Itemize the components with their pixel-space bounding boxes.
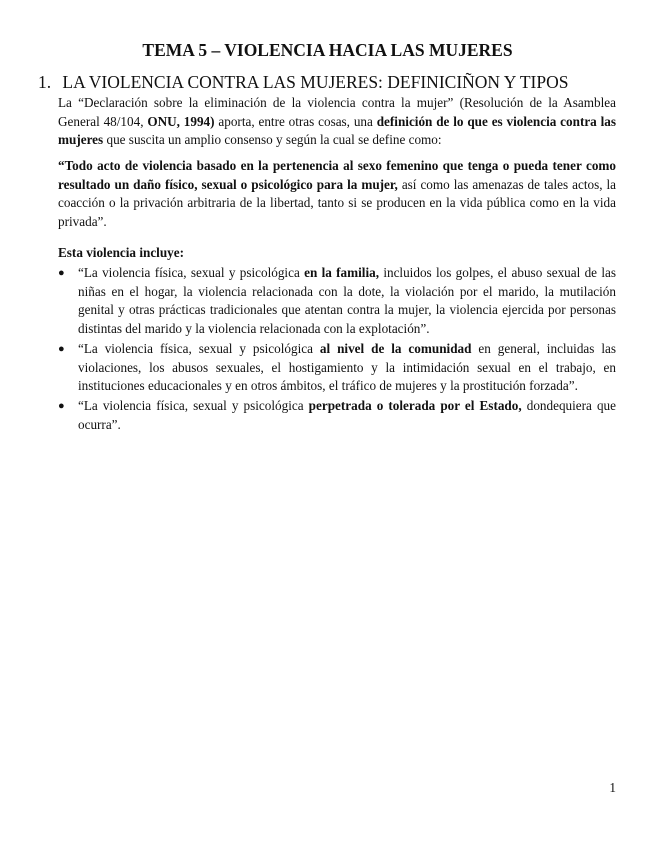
intro-source: ONU, 1994) [147,113,215,129]
page-title: TEMA 5 – VIOLENCIA HACIA LAS MUJERES [142,40,513,60]
section-heading [38,72,568,93]
list-item-emphasis: en la familia, [304,265,380,280]
definition-quote-rest: así como las amenazas de tales actos, la coacción o la privación arbitraria de la libertad, tanto si se producen en la vida pública como en la vida privada”. [58,176,617,230]
page-number: 1 [609,780,616,795]
includes-label: Esta violencia incluye: [58,245,185,260]
list-item-emphasis: al nivel de la comunidad [319,340,472,356]
list-item-text: incluidos los golpes, el abuso sexual de las niñas en el hogar, la violencia relacionada con la dote, la violación por el marido, la mutilación genital y otras prácticas tradicionales que atentan contra la mujer, la violencia ejercida por personas distintas del marido y la violencia relacionada con la explotación”. [78,265,616,337]
section-number: 1. [38,72,52,92]
list-item-text: “La violencia física, sexual y psicológica [78,265,305,280]
intro-text-2: aporta, entre otras cosas, una [214,113,377,129]
definition-quote-bold: “Todo acto de violencia basado en la pertenencia al sexo femenino que tenga o pueda tener como resultado un daño físico, sexual o psicológico para la mujer, [58,158,616,192]
list-item-text: “La violencia física, sexual y psicológica [78,340,320,356]
list-item-text: en general, incluidas las violaciones, los abusos sexuales, el hostigamiento y la intimidación sexual en el trabajo, en instituciones educacionales y en otros ámbitos, el tráfico de mujeres y la prostitución forzada”. [78,340,617,394]
list-item [58,340,616,396]
bullet-icon: ● [58,342,65,355]
intro-text-1: La “Declaración sobre la eliminación de la violencia contra la mujer” (Resolución de la Asamblea General 48/104, [58,95,616,129]
list-item-emphasis: perpetrada o tolerada por el Estado, [308,397,522,413]
violence-types-list [58,264,616,435]
definition-quote [58,157,616,232]
section-heading-text: LA VIOLENCIA CONTRA LAS MUJERES: DEFINICIÑON Y TIPOS [62,72,569,92]
list-item [58,264,616,339]
bullet-icon: ● [58,267,65,279]
list-item-text: “La violencia física, sexual y psicológica [78,397,309,413]
list-item-text: dondequiera que ocurra”. [78,397,616,432]
list-item [58,397,616,434]
intro-paragraph [58,94,616,150]
intro-definition-emphasis: definición de lo que es violencia contra las mujeres [58,113,617,148]
intro-text-3: que suscita un amplio consenso y según la cual se define como: [103,132,442,148]
bullet-icon: ● [58,399,65,412]
